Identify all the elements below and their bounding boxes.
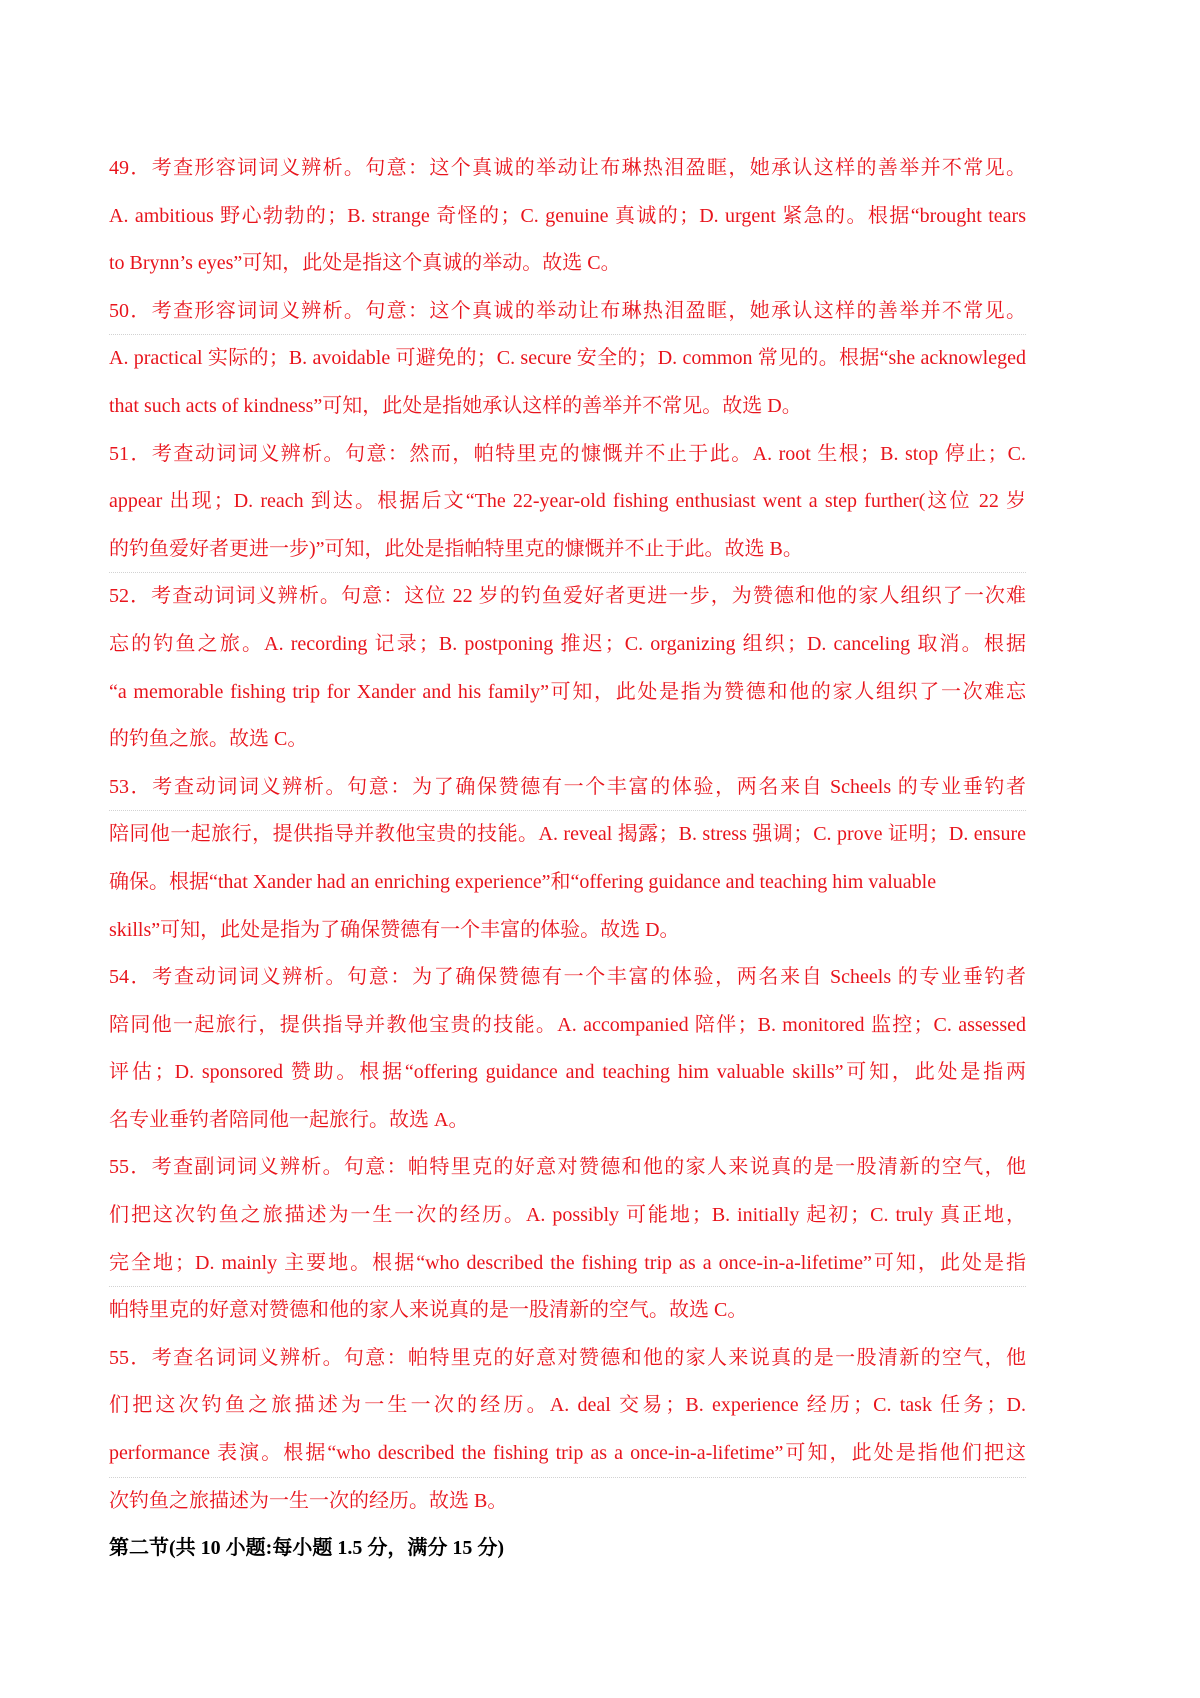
answer-line: that such acts of kindness”可知，此处是指她承认这样的善举并不常见。故选 D。 <box>109 394 802 417</box>
answer-line: 的钓鱼爱好者更进一步)”可知，此处是指帕特里克的慷慨并不止于此。故选 B。 <box>109 526 1026 574</box>
answer-item <box>109 1335 1026 1525</box>
answer-line: 完全地；D. mainly 主要地。根据“who described the fishing trip as a once-in-a-lifetime”可知，此处是指 <box>109 1240 1026 1288</box>
answer-line: 54．考查动词词义辨析。句意：为了确保赞德有一个丰富的体验，两名来自 Scheels 的专业垂钓者 <box>109 966 1026 989</box>
answer-item <box>109 431 1026 574</box>
answer-line: 评估；D. sponsored 赞助。根据“offering guidance and teaching him valuable skills”可知，此处是指两 <box>109 1061 1026 1084</box>
answer-explanations <box>109 145 1026 1525</box>
answer-line: skills”可知，此处是指为了确保赞德有一个丰富的体验。故选 D。 <box>109 918 680 941</box>
answer-item <box>109 145 1026 288</box>
answer-line: 们把这次钓鱼之旅描述为一生一次的经历。A. deal 交易；B. experience 经历；C. task 任务；D. <box>109 1394 1026 1417</box>
answer-line: 陪同他一起旅行，提供指导并教他宝贵的技能。A. accompanied 陪伴；B. monitored 监控；C. assessed <box>109 1013 1026 1036</box>
answer-line: A. ambitious 野心勃勃的；B. strange 奇怪的；C. genuine 真诚的；D. urgent 紧急的。根据“brought tears <box>109 204 1026 227</box>
answer-item <box>109 573 1026 763</box>
answer-line: 53．考查动词词义辨析。句意：为了确保赞德有一个丰富的体验，两名来自 Scheels 的专业垂钓者 <box>109 764 1026 812</box>
answer-line: 50．考查形容词词义辨析。句意：这个真诚的举动让布琳热泪盈眶，她承认这样的善举并不常见。 <box>109 288 1026 336</box>
answer-item <box>109 954 1026 1144</box>
answer-line: “a memorable fishing trip for Xander and his family”可知，此处是指为赞德和他的家人组织了一次难忘 <box>109 680 1026 703</box>
answer-line: 51．考查动词词义辨析。句意：然而，帕特里克的慷慨并不止于此。A. root 生根；B. stop 停止；C. <box>109 442 1026 465</box>
answer-line: 名专业垂钓者陪同他一起旅行。故选 A。 <box>109 1108 469 1131</box>
answer-line: performance 表演。根据“who described the fishing trip as a once-in-a-lifetime”可知，此处是指他们把这 <box>109 1430 1026 1478</box>
document-page-content <box>109 145 1026 1573</box>
answer-line: 陪同他一起旅行，提供指导并教他宝贵的技能。A. reveal 揭露；B. stress 强调；C. prove 证明；D. ensure <box>109 823 1026 846</box>
answer-line: 55．考查副词词义辨析。句意：帕特里克的好意对赞德和他的家人来说真的是一股清新的空气，他 <box>109 1156 1026 1179</box>
answer-line: A. practical 实际的；B. avoidable 可避免的；C. secure 安全的；D. common 常见的。根据“she acknowleged <box>109 347 1026 370</box>
answer-item <box>109 1144 1026 1334</box>
answer-line: 52．考查动词词义辨析。句意：这位 22 岁的钓鱼爱好者更进一步，为赞德和他的家人组织了一次难 <box>109 585 1026 608</box>
answer-line: 帕特里克的好意对赞德和他的家人来说真的是一股清新的空气。故选 C。 <box>109 1299 748 1322</box>
answer-item <box>109 764 1026 954</box>
section-heading: 第二节(共 10 小题:每小题 1.5 分，满分 15 分) <box>109 1537 504 1560</box>
answer-line: 们把这次钓鱼之旅描述为一生一次的经历。A. possibly 可能地；B. initially 起初；C. truly 真正地， <box>109 1204 1026 1227</box>
answer-line: 55．考查名词词义辨析。句意：帕特里克的好意对赞德和他的家人来说真的是一股清新的空气，他 <box>109 1346 1026 1369</box>
answer-line: appear 出现；D. reach 到达。根据后文“The 22-year-old fishing enthusiast went a step further(这位 22 岁 <box>109 490 1026 513</box>
answer-item <box>109 288 1026 431</box>
answer-line: 确保。根据“that Xander had an enriching experience”和“offering guidance and teaching him valuable <box>109 870 937 893</box>
answer-line: 次钓鱼之旅描述为一生一次的经历。故选 B。 <box>109 1489 508 1512</box>
answer-line: to Brynn’s eyes”可知，此处是指这个真诚的举动。故选 C。 <box>109 252 621 275</box>
answer-line: 49．考查形容词词义辨析。句意：这个真诚的举动让布琳热泪盈眶，她承认这样的善举并不常见。 <box>109 157 1026 179</box>
answer-line: 的钓鱼之旅。故选 C。 <box>109 728 308 751</box>
answer-line: 忘的钓鱼之旅。A. recording 记录；B. postponing 推迟；C. organizing 组织；D. canceling 取消。根据 <box>109 632 1026 655</box>
